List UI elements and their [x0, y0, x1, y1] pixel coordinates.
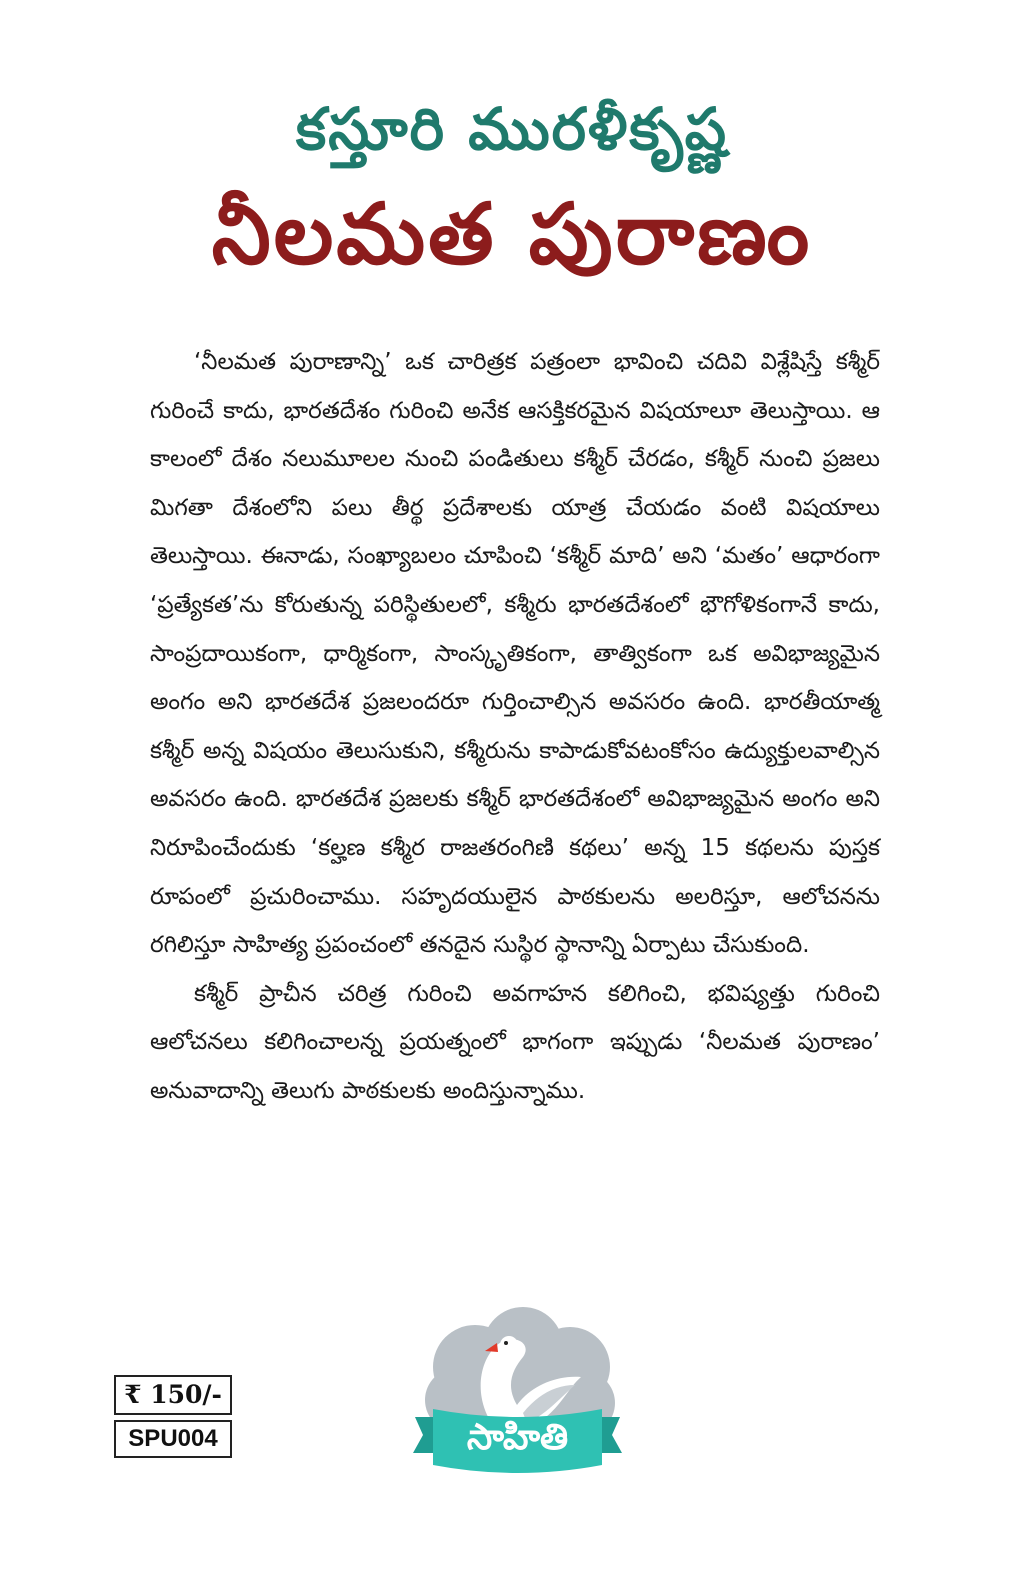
- blurb-paragraph-2: కశ్మీర్ ప్రాచీన చరిత్ర గురించి అవగాహన కలిగించి, భవిష్యత్తు గురించి ఆలోచనలు కలిగించాలన్న ప్రయత్నంలో భాగంగా ఇప్పుడు ‘నీలమత పురాణం’ అనువాదాన్ని తెలుగు పాఠకులకు అందిస్తున్నాము.: [150, 980, 880, 1104]
- blurb-paragraph-1: ‘నీలమత పురాణాన్ని’ ఒక చారిత్రక పత్రంలా భావించి చదివి విశ్లేషిస్తే కశ్మీర్ గురించే కాదు, భారతదేశం గురించి అనేక ఆసక్తికరమైన విషయాలూ తెలుస్తాయి. ఆ కాలంలో దేశం నలుమూలల నుంచి పండితులు కశ్మీర్ చేరడం, కశ్మీర్ నుంచి ప్రజలు మిగతా దేశంలోని పలు తీర్థ ప్రదేశాలకు యాత్ర చేయడం వంటి విషయాలు తెలుస్తాయి. ఈనాడు, సంఖ్యాబలం చూపించి ‘కశ్మీర్ మాది’ అని ‘మతం’ ఆధారంగా ‘ప్రత్యేకత’ను కోరుతున్న పరిస్థితులలో, కశ్మీరు భారతదేశంలో భౌగోళికంగానే కాదు, సాంప్రదాయికంగా, ధార్మికంగా, సాంస్కృతికంగా, తాత్వికంగా ఒక అవిభాజ్యమైన అంగం అని భారతదేశ ప్రజలందరూ గుర్తించాల్సిన అవసరం ఉంది. భారతీయాత్మ కశ్మీర్ అన్న విషయం తెలుసుకుని, కశ్మీరును కాపాడుకోవటంకోసం ఉద్యుక్తులవాల్సిన అవసరం ఉంది. భారతదేశ ప్రజలకు కశ్మీర్ భారతదేశంలో అవిభాజ్యమైన అంగం అని నిరూపించేందుకు ‘కల్హణ కశ్మీర రాజతరంగిణి కథలు’ అన్న 15 కథలను పుస్తక రూపంలో ప్రచురించాము. సహృదయులైన పాఠకులను అలరిస్తూ, ఆలోచనను రగిలిస్తూ సాహిత్య ప్రపంచంలో తనదైన సుస్థిర స్థానాన్ని ఏర్పాటు చేసుకుంది.: [150, 349, 880, 959]
- blurb-text: [150, 338, 880, 1116]
- book-code-label: SPU004: [114, 1420, 232, 1458]
- author-name: కస్తూరి మురళీకృష్ణ: [295, 95, 729, 163]
- price-label: ₹ 150/-: [114, 1375, 232, 1415]
- publisher-logo: [405, 1305, 630, 1490]
- book-title: నీలమత పురాణం: [211, 185, 813, 283]
- publisher-logo-text: సాహితి: [466, 1417, 569, 1458]
